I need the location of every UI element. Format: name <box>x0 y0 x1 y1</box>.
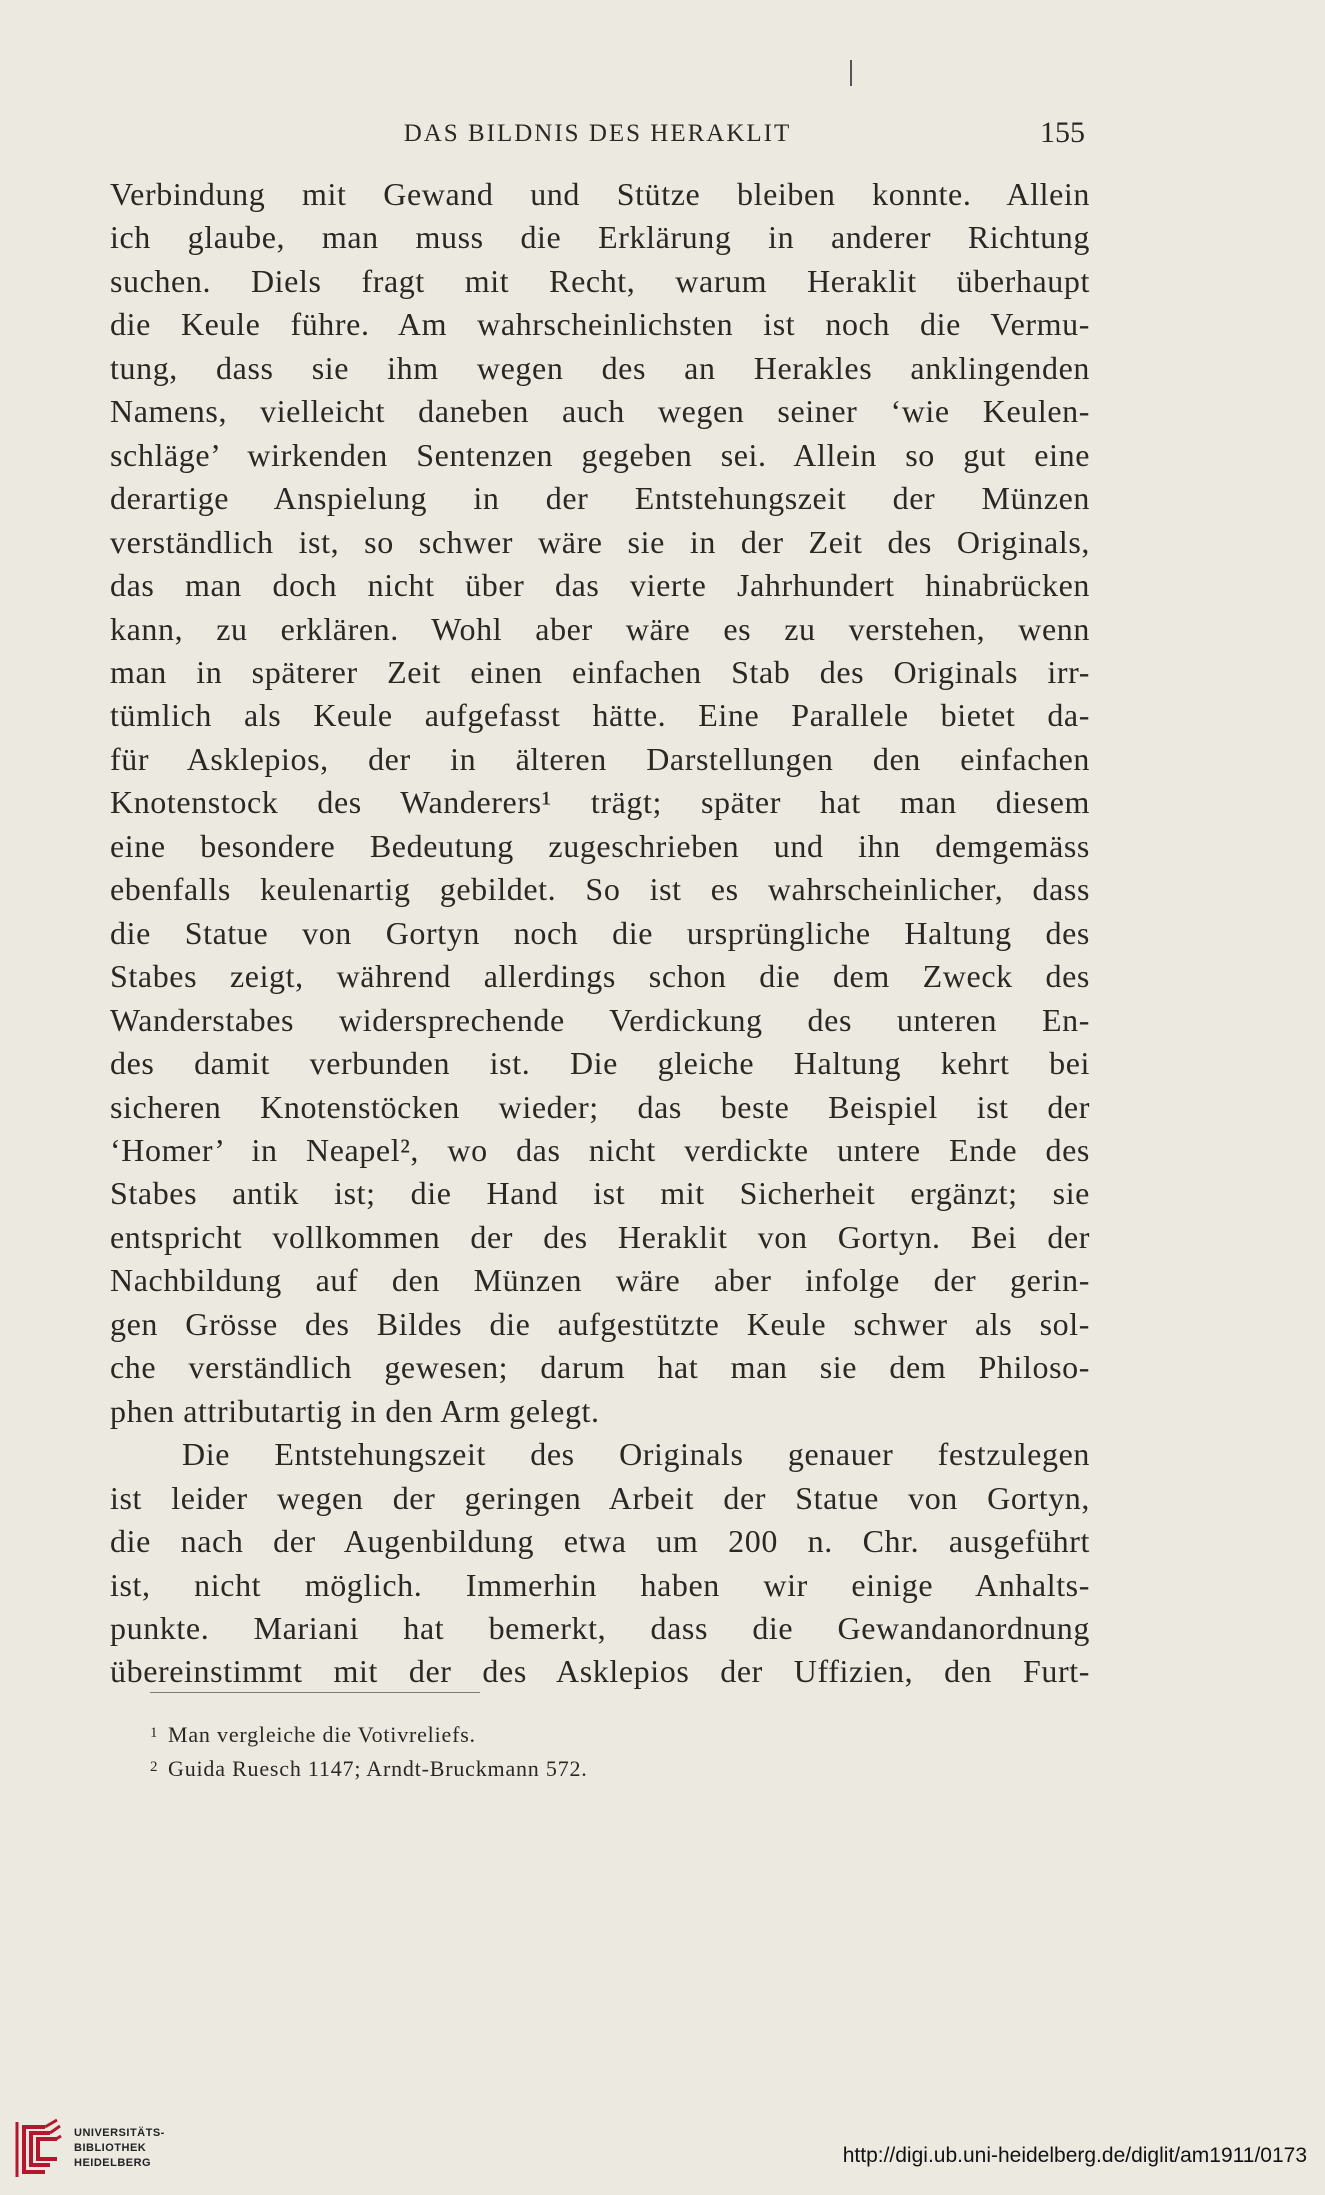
text-line: man in späterer Zeit einen einfachen Stab des Originals irr- <box>110 653 1090 690</box>
text-line: ist leider wegen der geringen Arbeit der Statue von Gortyn, <box>110 1479 1090 1516</box>
text-line: Wanderstabes widersprechende Verdickung des unteren En- <box>110 1001 1090 1038</box>
text-line: punkte. Mariani hat bemerkt, dass die Gewandanordnung <box>110 1609 1090 1646</box>
text-line: tung, dass sie ihm wegen des an Herakles anklingenden <box>110 349 1090 386</box>
text-line: suchen. Diels fragt mit Recht, warum Heraklit überhaupt <box>110 262 1090 299</box>
library-logo-icon <box>12 2118 62 2180</box>
text-line: gen Grösse des Bildes die aufgestützte Keule schwer als sol- <box>110 1305 1090 1342</box>
footnote-text: Guida Ruesch 1147; Arndt-Bruckmann 572. <box>168 1756 588 1781</box>
paragraph-start-line: Die Entstehungszeit des Originals genauer festzulegen <box>182 1436 1090 1473</box>
footnote-2 <box>150 1752 968 1786</box>
footnote-mark: 1 <box>150 1725 159 1741</box>
library-name-line: HEIDELBERG <box>74 2157 152 2169</box>
library-logo <box>12 2118 165 2184</box>
library-name-line: BIBLIOTHEK <box>74 2142 147 2154</box>
text-line: Stabes zeigt, während allerdings schon die dem Zweck des <box>110 958 1090 995</box>
text-line: Verbindung mit Gewand und Stütze bleiben konnte. Allein <box>110 176 1090 212</box>
text-line: ‘Homer’ in Neapel², wo das nicht verdickte untere Ende des <box>110 1131 1090 1168</box>
running-title: DAS BILDNIS DES HERAKLIT <box>403 120 792 147</box>
footnote-mark: 2 <box>150 1759 159 1775</box>
text-line: das man doch nicht über das vierte Jahrhundert hinabrücken <box>110 567 1090 604</box>
footnote-1 <box>150 1718 968 1752</box>
text-line: verständlich ist, so schwer wäre sie in der Zeit des Originals, <box>110 523 1090 560</box>
text-line: Namens, vielleicht daneben auch wegen seiner ‘wie Keulen- <box>110 393 1090 430</box>
text-line: derartige Anspielung in der Entstehungszeit der Münzen <box>110 480 1090 517</box>
source-url: http://digi.ub.uni-heidelberg.de/diglit/am1911/0173 <box>842 2144 1307 2167</box>
paragraph-end-line: phen attributartig in den Arm gelegt. <box>110 1392 600 1429</box>
text-line: ist, nicht möglich. Immerhin haben wir einige Anhalts- <box>110 1566 1090 1603</box>
text-line: sicheren Knotenstöcken wieder; das beste Beispiel ist der <box>110 1088 1090 1125</box>
library-name <box>74 2126 165 2171</box>
text-line: che verständlich gewesen; darum hat man sie dem Philoso- <box>110 1349 1090 1386</box>
text-line: die Statue von Gortyn noch die ursprüngliche Haltung des <box>110 914 1090 951</box>
text-line: die Keule führe. Am wahrscheinlichsten ist noch die Vermu- <box>110 306 1090 343</box>
library-name-line: UNIVERSITÄTS- <box>74 2127 165 2139</box>
text-line: Knotenstock des Wanderers¹ trägt; später hat man diesem <box>110 784 1090 821</box>
running-head <box>110 116 1085 160</box>
text-line: schläge’ wirkenden Sentenzen gegeben sei. Allein so gut eine <box>110 436 1090 473</box>
text-line: für Asklepios, der in älteren Darstellungen den einfachen <box>110 740 1090 777</box>
text-line: Nachbildung auf den Münzen wäre aber infolge der gerin- <box>110 1262 1090 1299</box>
text-line: die nach der Augenbildung etwa um 200 n. Chr. ausgeführt <box>110 1523 1090 1560</box>
scan-mark <box>850 60 852 86</box>
page-number: 155 <box>1040 116 1085 149</box>
text-line: ebenfalls keulenartig gebildet. So ist es wahrscheinlicher, dass <box>110 871 1090 908</box>
footnote-text: Man vergleiche die Votivreliefs. <box>168 1722 476 1747</box>
text-line: kann, zu erklären. Wohl aber wäre es zu verstehen, wenn <box>110 610 1090 647</box>
text-line: tümlich als Keule aufgefasst hätte. Eine Parallele bietet da- <box>110 697 1090 734</box>
text-line: ich glaube, man muss die Erklärung in anderer Richtung <box>110 219 1090 256</box>
text-line: des damit verbunden ist. Die gleiche Haltung kehrt bei <box>110 1045 1090 1082</box>
body-text <box>110 173 1090 1694</box>
text-line: Stabes antik ist; die Hand ist mit Sicherheit ergänzt; sie <box>110 1175 1090 1212</box>
footnotes <box>150 1718 968 1786</box>
footnote-rule <box>150 1692 480 1693</box>
text-line: entspricht vollkommen der des Heraklit von Gortyn. Bei der <box>110 1218 1090 1255</box>
text-line: übereinstimmt mit der des Asklepios der Uffizien, den Furt- <box>110 1653 1090 1690</box>
text-line: eine besondere Bedeutung zugeschrieben und ihn demgemäss <box>110 827 1090 864</box>
